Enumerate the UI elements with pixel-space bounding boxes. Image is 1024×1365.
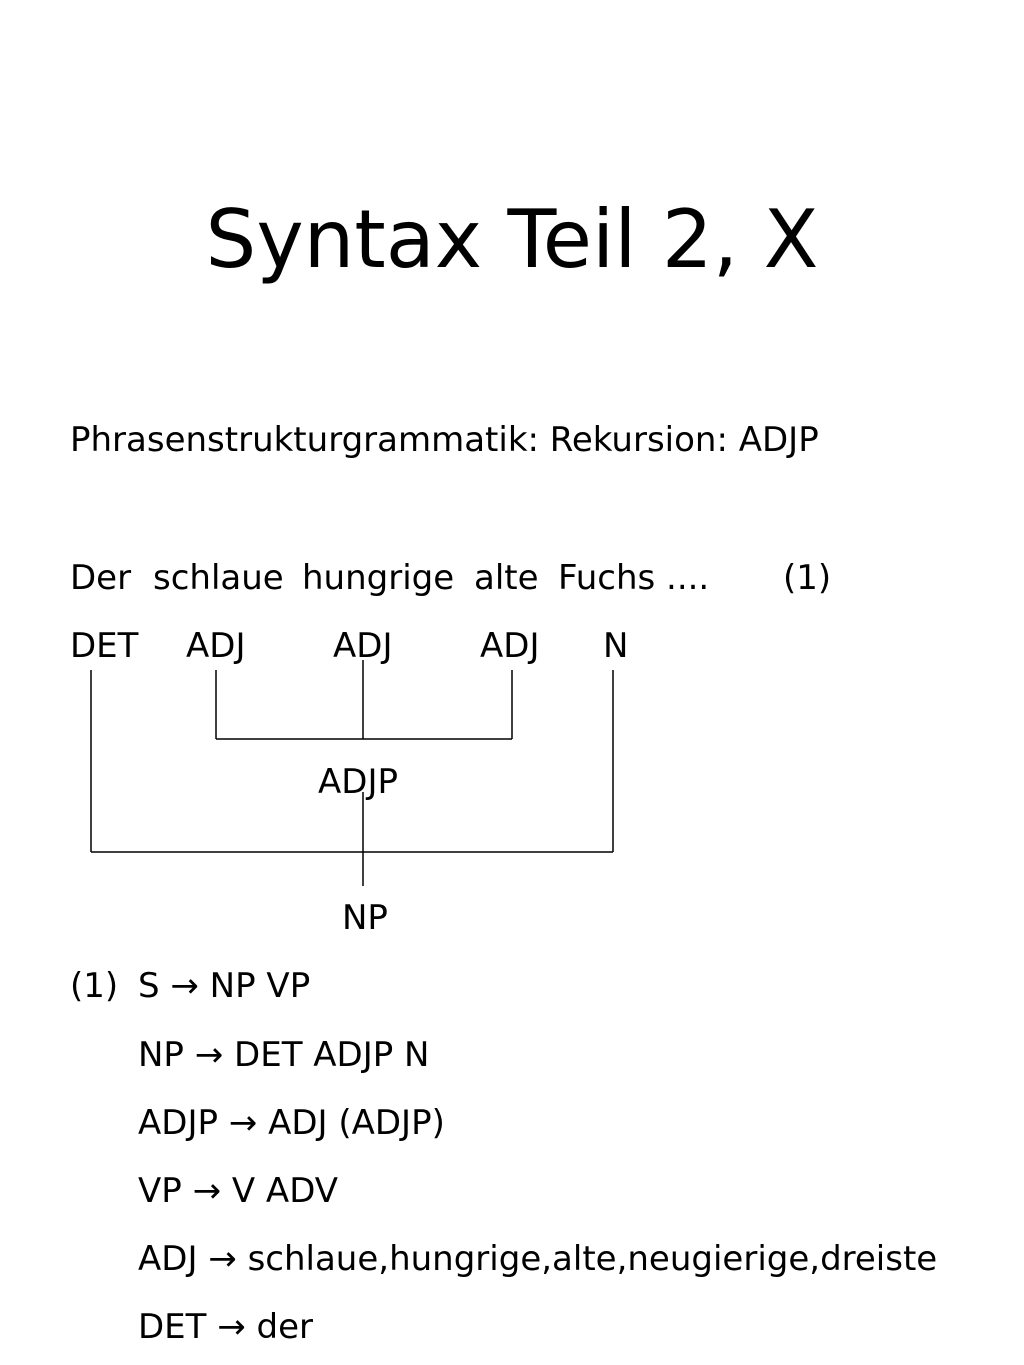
grammar-number: (1) (70, 966, 119, 1006)
word-der: Der (70, 558, 132, 598)
node-adjp: ADJP (318, 762, 398, 802)
rule-adjp: ADJP → ADJ (ADJP) (138, 1103, 445, 1143)
word-hungrige: hungrige (302, 558, 455, 598)
tag-adj-1: ADJ (186, 626, 246, 666)
slide-title: Syntax Teil 2, X (205, 193, 819, 286)
tag-adj-3: ADJ (480, 626, 540, 666)
word-schlaue: schlaue (153, 558, 284, 598)
word-alte: alte (474, 558, 539, 598)
rule-np: NP → DET ADJP N (138, 1035, 430, 1075)
tag-adj-2: ADJ (333, 626, 393, 666)
rule-adj: ADJ → schlaue,hungrige,alte,neugierige,dreiste (138, 1239, 938, 1279)
example-number: (1) (783, 558, 832, 598)
rule-det: DET → der (138, 1307, 314, 1347)
slide-subtitle: Phrasenstrukturgrammatik: Rekursion: ADJP (70, 420, 819, 460)
tag-det: DET (70, 626, 139, 666)
word-fuchs: Fuchs .... (558, 558, 710, 598)
node-np: NP (342, 898, 388, 938)
tag-n: N (603, 626, 629, 666)
rule-s: S → NP VP (138, 966, 311, 1006)
rule-vp: VP → V ADV (138, 1171, 339, 1211)
